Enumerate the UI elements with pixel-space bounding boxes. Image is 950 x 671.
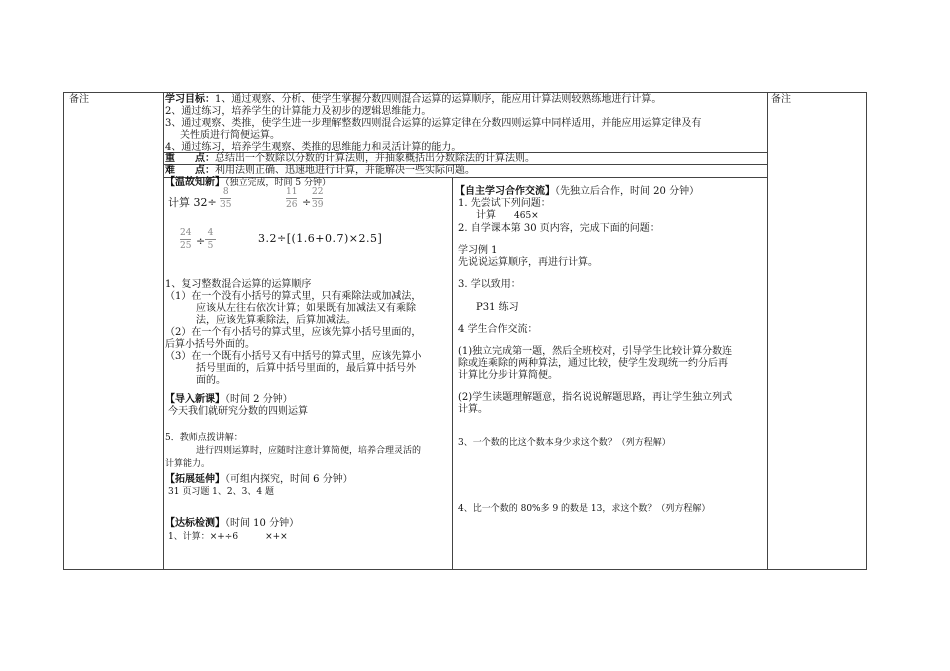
guide-line-3: 计算能力。: [165, 459, 211, 469]
fraction-11-26: 11 26: [286, 187, 298, 210]
review-heading: 【温故知新】（独立完成，时间 5 分钟）: [165, 177, 331, 188]
rule-title: 1、复习整数混合运算的运算顺序: [165, 279, 312, 290]
objectives-label: 学习目标：: [165, 94, 215, 105]
remark-right: 备注: [771, 94, 791, 105]
remark-left: 备注: [69, 94, 89, 105]
difficulty: 难 点：利用法则正确、迅速地进行计算，并能解决一些实际问题。: [165, 165, 475, 176]
rule-1c: 法，应该先算乘除法，后算加减法。: [196, 315, 356, 326]
bracket-expression: 3.2÷[(1.6+0.7)×2.5]: [258, 232, 383, 245]
rule-3c: 面的。: [196, 375, 226, 386]
self-line-5: 先说说运算顺序，再进行计算。: [458, 257, 598, 268]
fraction-4-5: 4 5: [205, 228, 216, 251]
extend-heading: 【拓展延伸】（可组内探究，时间 6 分钟）: [165, 474, 353, 485]
fraction-22-39: 22 39: [312, 187, 324, 210]
divide-sign: ÷: [196, 235, 206, 248]
fraction-24-25: 24 25: [180, 228, 192, 251]
rule-3b: 括号里面的，后算中括号里面的，最后算中括号外: [196, 363, 416, 374]
extend-text: 31 页习题 1、2、3、4 题: [168, 487, 274, 497]
rule-1b: 应该从左往右依次计算；如果既有加减法又有乘除: [196, 303, 416, 314]
self-line-7: P31 练习: [476, 302, 519, 313]
guide-line-1: 5．教师点拨讲解：: [165, 433, 243, 443]
rule-1a: （1）在一个没有小括号的算式里，只有乘除法或加减法，: [165, 291, 422, 302]
objectives-line-1: 学习目标：1、通过观察、分析、使学生掌握分数四则混合运算的运算顺序，能应用计算法则较熟练地进行计算。: [165, 94, 662, 105]
calc-prefix: 计算 32÷: [168, 196, 217, 209]
column-divider: [767, 93, 768, 569]
objectives-line-3b: 关性质进行简便运算。: [180, 130, 280, 141]
test-heading: 【达标检测】（时间 10 分钟）: [165, 518, 300, 529]
question-3: 3、一个数的比这个数本身少求这个数？（列方程解）: [458, 438, 671, 448]
divide-sign: ÷: [302, 196, 312, 209]
self-line-8: 4 学生合作交流：: [458, 324, 538, 335]
question-4: 4、比一个数的 80%多 9 的数是 13，求这个数？（列方程解）: [458, 504, 711, 514]
self-line-9a: (1)独立完成第一题，然后全班校对，引导学生比较计算分数连: [458, 346, 733, 357]
self-line-9c: 计算比分步计算简便。: [458, 370, 558, 381]
intro-heading: 【导入新课】（时间 2 分钟）: [165, 394, 293, 405]
self-line-2: 计算 465×: [476, 210, 539, 221]
column-divider: [452, 177, 453, 569]
test-line-1: 1、计算：×+÷6 ×+×: [168, 532, 288, 542]
objectives-line-2: 2、通过练习，培养学生的计算能力及初步的逻辑思维能力。: [165, 106, 432, 117]
objectives-line-4: 4、通过练习，培养学生观察、类推的思维能力和灵活计算的能力。: [165, 142, 462, 153]
guide-line-2: 进行四则运算时，应随时注意计算简便，培养合理灵活的: [196, 446, 422, 456]
self-line-1: 1. 先尝试下列问题：: [458, 198, 551, 209]
rule-3a: （3）在一个既有小括号又有中括号的算式里，应该先算小: [165, 351, 422, 362]
key-point: 重 点：总结出一个数除以分数的计算法则，并抽象概括出分数除法的计算法则。: [165, 153, 535, 164]
rule-2b: 后算小括号外面的。: [165, 339, 255, 350]
self-line-4: 学习例 1: [458, 245, 498, 256]
self-line-6: 3. 学以致用：: [458, 279, 521, 290]
self-line-10a: (2)学生读题理解题意，指名说说解题思路，再让学生独立列式: [458, 392, 733, 403]
fraction-8-35: 8 35: [220, 187, 232, 210]
objectives-line-3a: 3、通过观察、类推，使学生进一步理解整数四则混合运算的运算定律在分数四则运算中同样适用，并能应用运算定律及有: [165, 118, 702, 129]
rule-2a: （2）在一个有小括号的算式里，应该先算小括号里面的，: [165, 327, 422, 338]
self-line-10b: 计算。: [458, 404, 488, 415]
self-line-3: 2. 自学课本第 30 页内容，完成下面的问题：: [458, 223, 660, 234]
self-line-9b: 除或连乘除的两种算法，通过比较，使学生发现统一约分后再: [458, 358, 728, 369]
self-study-heading: 【自主学习合作交流】（先独立后合作，时间 20 分钟）: [455, 186, 700, 197]
intro-text: 今天我们就研究分数的四则运算: [168, 406, 308, 417]
